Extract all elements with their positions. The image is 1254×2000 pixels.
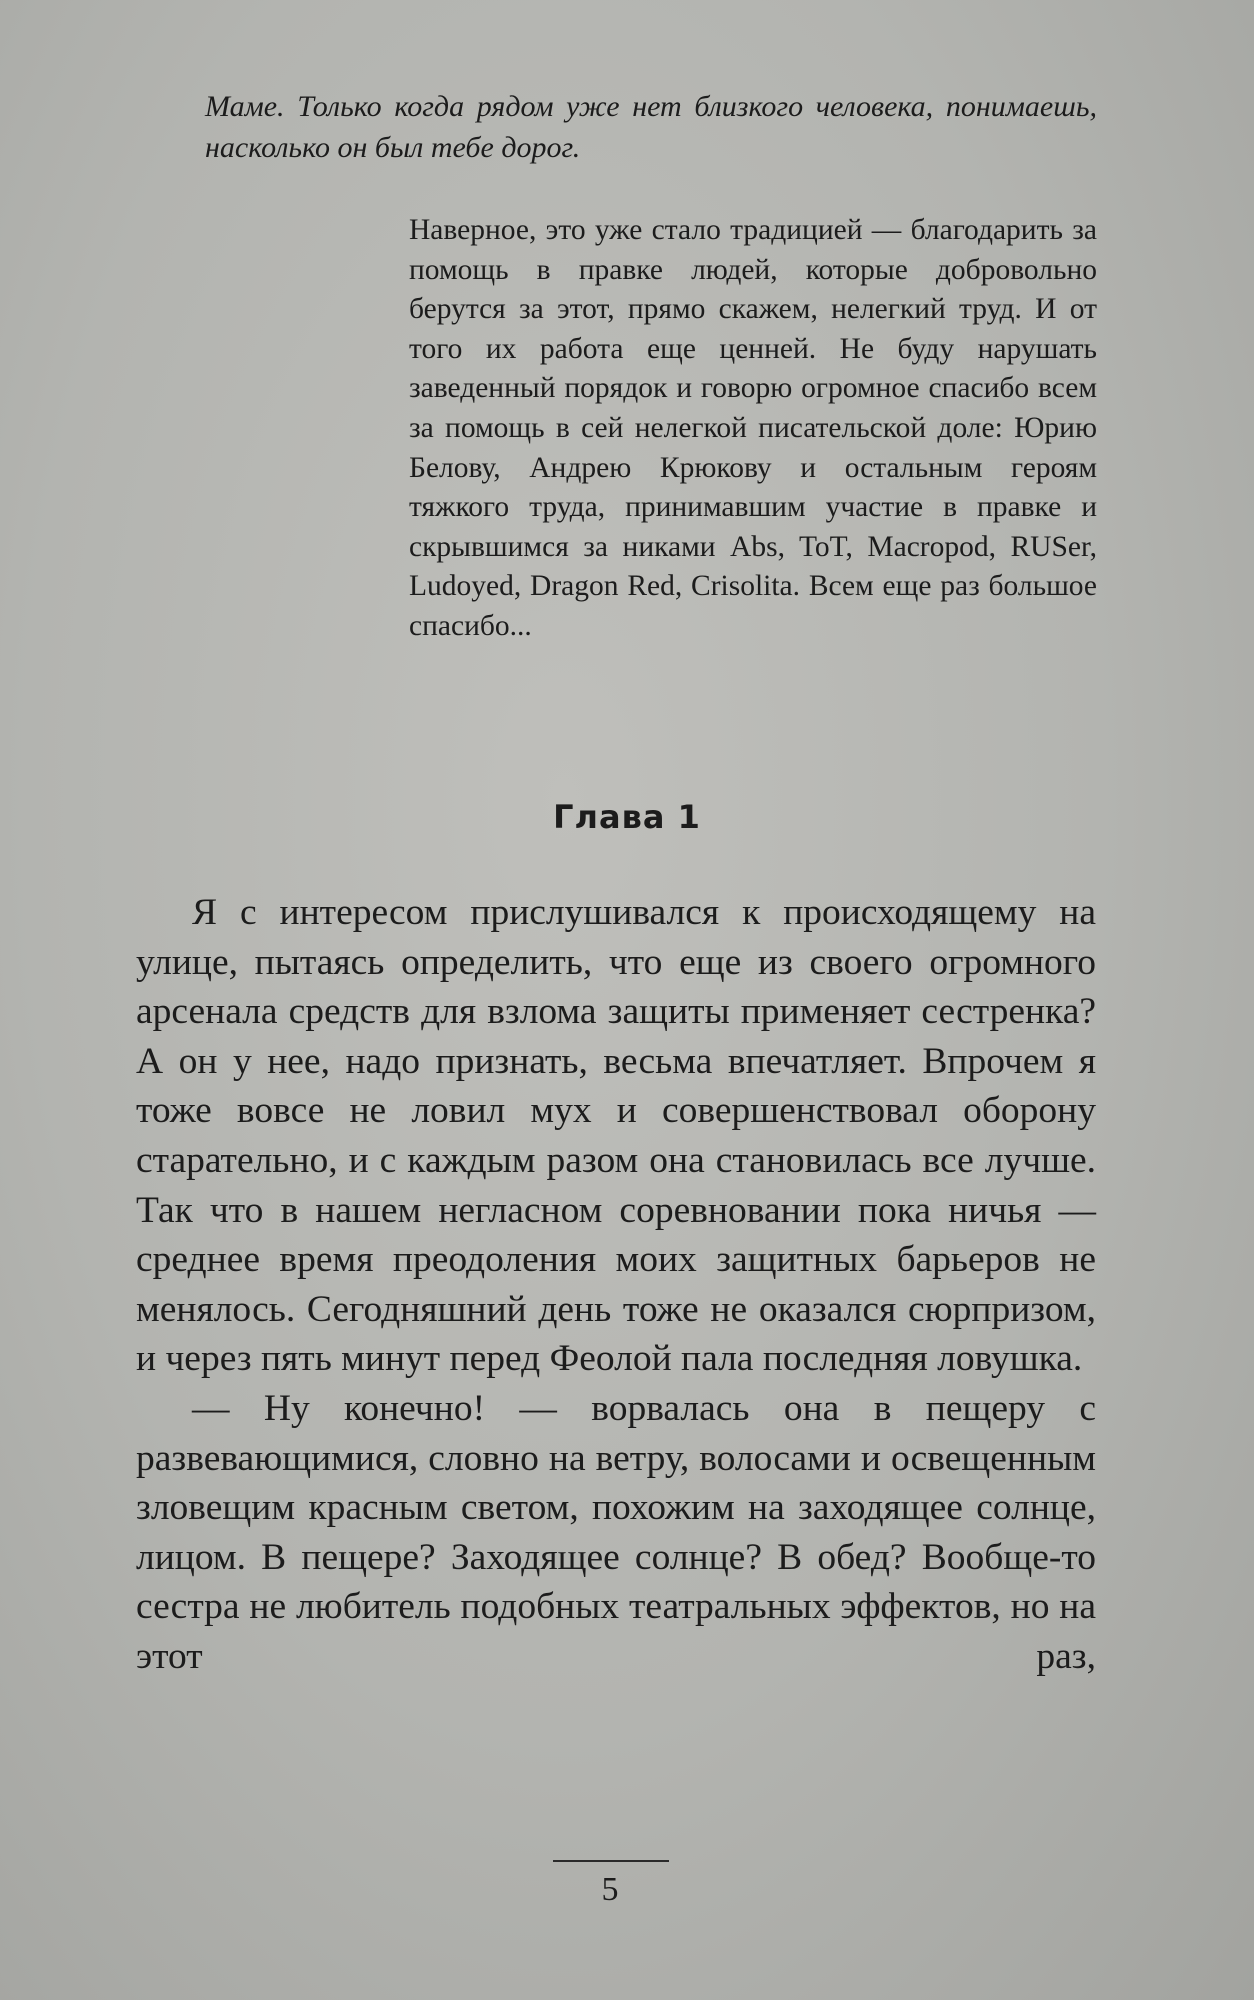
dedication: Маме. Только когда рядом уже нет близкого человека, понимаешь, насколько он был тебе дорог.	[205, 90, 1097, 164]
body-paragraph: Я с интересом прислушивался к происходящему на улице, пытаясь определить, что еще из своего огромного арсенала средств для взлома защиты применяет сестренка? А он у нее, надо признать, весьма впечатляет. Впрочем я тоже вовсе не ловил мух и совершенствовал оборону старательно, и с каждым разом она становилась все лучше. Так что в нашем негласном соревновании пока ничья — среднее время преодоления моих защитных барьеров не менялось. Сегодняшний день тоже не оказался сюрпризом, и через пять минут перед Феолой пала последняя ловушка.	[136, 892, 1096, 1380]
chapter-body	[136, 888, 1096, 1682]
page-number: 5	[601, 1871, 619, 1908]
body-paragraph: — Ну конечно! — ворвалась она в пещеру с развевающимися, словно на ветру, волосами и освещенным зловещим красным светом, похожим на заходящее солнце, лицом. В пещере? Заходящее солнце? В обед? Вообще-то сестра не любитель подобных театральных эффектов, но на этот раз,	[136, 1387, 1096, 1677]
chapter-title: Глава 1	[553, 798, 701, 836]
footer-rule	[553, 1860, 669, 1862]
acknowledgements: Наверное, это уже стало традицией — благодарить за помощь в правке людей, которые добровольно берутся за этот, прямо скажем, нелегкий труд. И от того их работа еще ценней. Не буду нарушать заведенный порядок и говорю огромное спасибо всем за помощь в сей нелегкой писательской доле: Юрию Белову, Андрею Крюкову и остальным героям тяжкого труда, принимавшим участие в правке и скрывшимся за никами Abs, ToT, Macropod, RUSer, Ludoyed, Dragon Red, Crisolita. Всем еще раз большое спасибо...	[409, 214, 1097, 642]
